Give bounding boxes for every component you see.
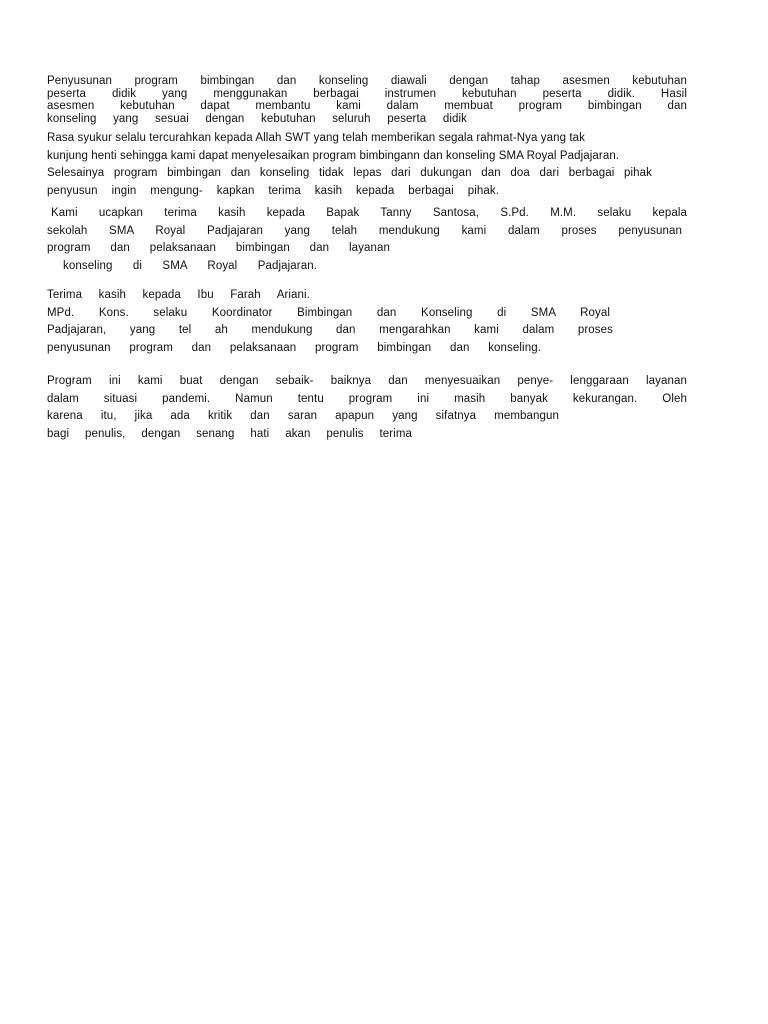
paragraph-line: penyusun ingin mengung- kapkan terima kasih kepada berbagai pihak. — [47, 184, 499, 197]
paragraph-line: dalam situasi pandemi. Namun tentu program ini masih banyak kekurangan. Oleh — [47, 392, 687, 405]
paragraph-line: karena itu, jika ada kritik dan saran apapun yang sifatnya membangun — [47, 410, 559, 423]
paragraph-line: Rasa syukur selalu tercurahkan kepada Allah SWT yang telah memberikan segala rahmat-Nya yang tak — [47, 132, 586, 144]
paragraph-line: penyusunan program dan pelaksanaan program bimbingan dan konseling. — [47, 341, 541, 354]
paragraph-line: Padjajaran, yang tel ah mendukung dan mengarahkan kami dalam proses — [47, 324, 613, 337]
paragraph-line: Kami ucapkan terima kasih kepada Bapak Tanny Santosa, S.Pd. M.M. selaku kepala — [51, 207, 687, 219]
paragraph-penutup — [47, 373, 687, 443]
paragraph-line: Selesainya program bimbingan dan konseling tidak lepas dari dukungan dan doa dari berbagai pihak — [47, 167, 652, 180]
paragraph-line: Terima kasih kepada Ibu Farah Ariani. — [47, 289, 310, 301]
paragraph-line: Program ini kami buat dengan sebaik- baiknya dan menyesuaikan penye- lenggaraan layanan — [47, 375, 687, 387]
paragraph-line: Penyusunan program bimbingan dan konseling diawali dengan tahap asesmen kebutuhan — [47, 75, 687, 87]
paragraph-terima-kasih-kepala-sekolah — [47, 205, 687, 275]
paragraph-line: peserta didik yang menggunakan berbagai instrumen kebutuhan peserta didik. Hasil — [47, 87, 687, 100]
paragraph-line: bagi penulis, dengan senang hati akan penulis terima — [47, 427, 412, 440]
paragraph-line: konseling yang sesuai dengan kebutuhan seluruh peserta didik — [47, 112, 467, 125]
paragraph-asesmen — [47, 75, 687, 125]
paragraph-line: konseling di SMA Royal Padjajaran. — [63, 259, 317, 272]
paragraph-terima-kasih-koordinator — [47, 287, 687, 357]
paragraph-rasa-syukur — [47, 130, 687, 200]
paragraph-line: program dan pelaksanaan bimbingan dan layanan — [47, 242, 390, 255]
paragraph-line: kunjung henti sehingga kami dapat menyelesaikan program bimbingann dan konseling SMA Royal Padjajaran. — [47, 149, 620, 162]
paragraph-line: asesmen kebutuhan dapat membantu kami dalam membuat program bimbingan dan — [47, 100, 687, 113]
paragraph-line: sekolah SMA Royal Padjajaran yang telah mendukung kami dalam proses penyusunan — [47, 224, 682, 237]
paragraph-line: MPd. Kons. selaku Koordinator Bimbingan dan Konseling di SMA Royal — [47, 306, 610, 319]
